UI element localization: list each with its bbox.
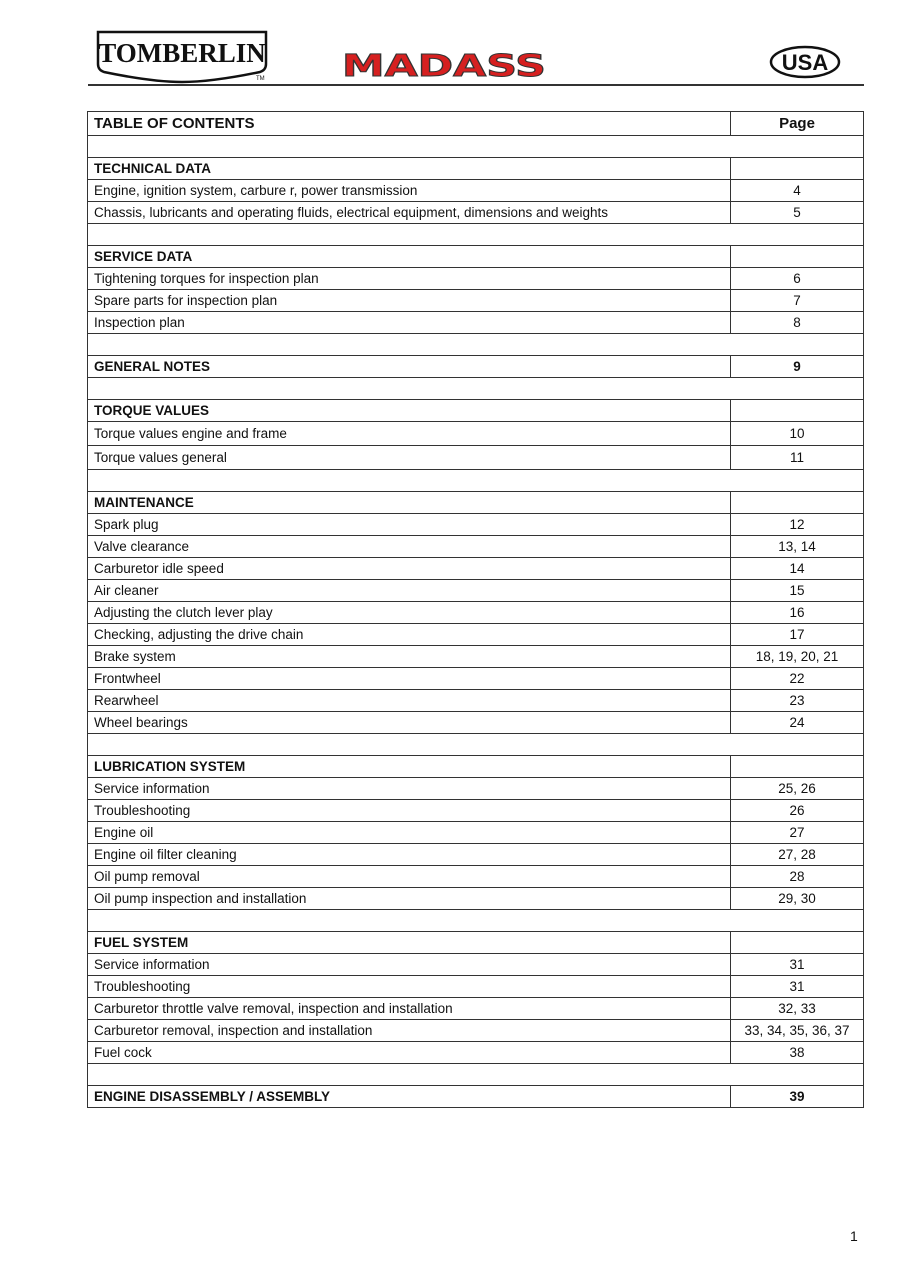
entry-label: Oil pump removal: [88, 866, 731, 888]
entry-label: Oil pump inspection and installation: [88, 888, 731, 910]
entry-label: Carburetor idle speed: [88, 558, 731, 580]
toc-entry-row: [88, 998, 864, 1020]
entry-label: Rearwheel: [88, 690, 731, 712]
entry-page: 11: [731, 446, 864, 470]
spacer-cell: [88, 334, 864, 356]
toc-entry-row: [88, 646, 864, 668]
entry-page: 13, 14: [731, 536, 864, 558]
usa-badge: [768, 44, 842, 80]
toc-entry-row: [88, 822, 864, 844]
toc-entry-row: [88, 690, 864, 712]
toc-entry-row: [88, 514, 864, 536]
entry-label: Valve clearance: [88, 536, 731, 558]
entry-page: 8: [731, 312, 864, 334]
tomberlin-logo: [92, 28, 272, 84]
section-page: 9: [731, 356, 864, 378]
entry-page: 24: [731, 712, 864, 734]
madass-logo: [340, 46, 550, 82]
section-row: [88, 246, 864, 268]
toc-entry-row: [88, 954, 864, 976]
section-title: SERVICE DATA: [88, 246, 731, 268]
section-row: [88, 756, 864, 778]
entry-page: 10: [731, 422, 864, 446]
toc-entry-row: [88, 268, 864, 290]
section-title: TORQUE VALUES: [88, 400, 731, 422]
toc-entry-row: [88, 312, 864, 334]
spacer-row: [88, 470, 864, 492]
entry-label: Fuel cock: [88, 1042, 731, 1064]
spacer-row: [88, 224, 864, 246]
entry-page: 27, 28: [731, 844, 864, 866]
section-row: [88, 158, 864, 180]
spacer-row: [88, 378, 864, 400]
entry-label: Torque values engine and frame: [88, 422, 731, 446]
page-number: 1: [850, 1228, 858, 1244]
section-title: GENERAL NOTES: [88, 356, 731, 378]
section-page: [731, 756, 864, 778]
section-title: LUBRICATION SYSTEM: [88, 756, 731, 778]
entry-page: 26: [731, 800, 864, 822]
entry-label: Frontwheel: [88, 668, 731, 690]
entry-label: Brake system: [88, 646, 731, 668]
entry-page: 25, 26: [731, 778, 864, 800]
section-title: TECHNICAL DATA: [88, 158, 731, 180]
toc-entry-row: [88, 844, 864, 866]
section-row: [88, 1086, 864, 1108]
section-row: [88, 932, 864, 954]
section-row: [88, 492, 864, 514]
entry-label: Chassis, lubricants and operating fluids, electrical equipment, dimensions and weights: [88, 202, 731, 224]
region-text: USA: [781, 50, 829, 75]
entry-page: 14: [731, 558, 864, 580]
toc-entry-row: [88, 668, 864, 690]
spacer-cell: [88, 1064, 864, 1086]
section-page: [731, 492, 864, 514]
entry-page: 27: [731, 822, 864, 844]
toc-entry-row: [88, 1020, 864, 1042]
spacer-cell: [88, 224, 864, 246]
entry-label: Carburetor throttle valve removal, inspection and installation: [88, 998, 731, 1020]
entry-page: 6: [731, 268, 864, 290]
entry-page: 7: [731, 290, 864, 312]
entry-page: 29, 30: [731, 888, 864, 910]
entry-label: Torque values general: [88, 446, 731, 470]
entry-page: 38: [731, 1042, 864, 1064]
spacer-cell: [88, 734, 864, 756]
entry-label: Carburetor removal, inspection and installation: [88, 1020, 731, 1042]
section-page: [731, 932, 864, 954]
toc-entry-row: [88, 888, 864, 910]
entry-label: Spark plug: [88, 514, 731, 536]
entry-page: 4: [731, 180, 864, 202]
entry-label: Engine oil: [88, 822, 731, 844]
entry-label: Inspection plan: [88, 312, 731, 334]
entry-label: Adjusting the clutch lever play: [88, 602, 731, 624]
entry-page: 28: [731, 866, 864, 888]
entry-label: Engine, ignition system, carbure r, power transmission: [88, 180, 731, 202]
toc-entry-row: [88, 602, 864, 624]
section-row: [88, 400, 864, 422]
entry-label: Engine oil filter cleaning: [88, 844, 731, 866]
entry-page: 16: [731, 602, 864, 624]
spacer-cell: [88, 378, 864, 400]
spacer-cell: [88, 470, 864, 492]
entry-page: 32, 33: [731, 998, 864, 1020]
model-text: MADASS: [342, 49, 546, 82]
entry-page: 22: [731, 668, 864, 690]
toc-entry-row: [88, 580, 864, 602]
spacer-row: [88, 734, 864, 756]
entry-page: 31: [731, 954, 864, 976]
entry-page: 31: [731, 976, 864, 998]
entry-label: Troubleshooting: [88, 800, 731, 822]
toc-entry-row: [88, 624, 864, 646]
entry-label: Checking, adjusting the drive chain: [88, 624, 731, 646]
section-page: [731, 400, 864, 422]
table-of-contents: [87, 111, 864, 1108]
toc-entry-row: [88, 180, 864, 202]
spacer-cell: [88, 910, 864, 932]
entry-page: 18, 19, 20, 21: [731, 646, 864, 668]
toc-entry-row: [88, 558, 864, 580]
toc-entry-row: [88, 446, 864, 470]
entry-label: Service information: [88, 778, 731, 800]
entry-page: 33, 34, 35, 36, 37: [731, 1020, 864, 1042]
spacer-row: [88, 910, 864, 932]
page-column-header: Page: [731, 112, 864, 136]
toc-entry-row: [88, 1042, 864, 1064]
toc-header-row: [88, 112, 864, 136]
entry-page: 15: [731, 580, 864, 602]
toc-entry-row: [88, 536, 864, 558]
brand-text: TOMBERLIN: [98, 38, 266, 68]
toc-entry-row: [88, 422, 864, 446]
toc-entry-row: [88, 800, 864, 822]
spacer-cell: [88, 136, 864, 158]
entry-page: 5: [731, 202, 864, 224]
section-title: ENGINE DISASSEMBLY / ASSEMBLY: [88, 1086, 731, 1108]
header-rule: [88, 84, 864, 86]
section-page: [731, 246, 864, 268]
entry-page: 12: [731, 514, 864, 536]
section-page: 39: [731, 1086, 864, 1108]
section-title: MAINTENANCE: [88, 492, 731, 514]
toc-entry-row: [88, 976, 864, 998]
toc-entry-row: [88, 778, 864, 800]
toc-entry-row: [88, 866, 864, 888]
toc-entry-row: [88, 202, 864, 224]
toc-entry-row: [88, 290, 864, 312]
entry-page: 17: [731, 624, 864, 646]
toc-entry-row: [88, 712, 864, 734]
entry-page: 23: [731, 690, 864, 712]
section-page: [731, 158, 864, 180]
toc-title: TABLE OF CONTENTS: [88, 112, 731, 136]
entry-label: Air cleaner: [88, 580, 731, 602]
section-row: [88, 356, 864, 378]
entry-label: Tightening torques for inspection plan: [88, 268, 731, 290]
trademark-text: TM: [256, 76, 265, 82]
entry-label: Service information: [88, 954, 731, 976]
spacer-row: [88, 1064, 864, 1086]
spacer-row: [88, 136, 864, 158]
entry-label: Spare parts for inspection plan: [88, 290, 731, 312]
entry-label: Troubleshooting: [88, 976, 731, 998]
section-title: FUEL SYSTEM: [88, 932, 731, 954]
spacer-row: [88, 334, 864, 356]
page-header: [88, 24, 864, 86]
entry-label: Wheel bearings: [88, 712, 731, 734]
